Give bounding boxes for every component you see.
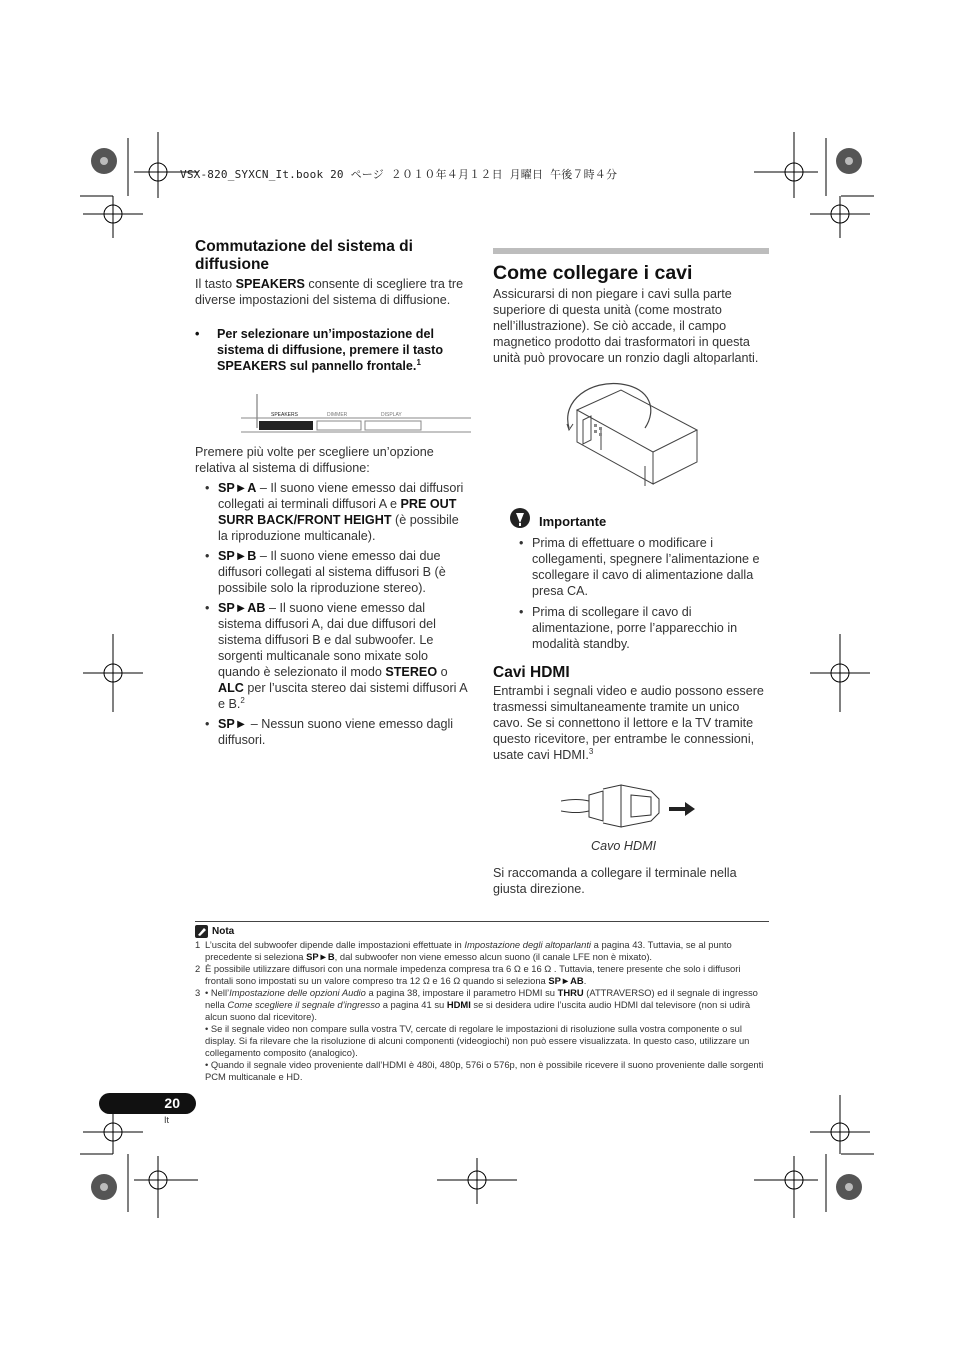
section-heading: Commutazione del sistema di diffusione [195,238,413,273]
speaker-options-list [195,480,470,748]
important-title: Importante [539,514,607,529]
note-title: Nota [212,926,235,937]
important-callout [493,506,769,652]
list-item: • Prima di scollegare il cavo di alimentazione, porre l’apparecchio in modalità standby. [519,605,738,651]
language-code: It [164,1115,170,1125]
speakers-button-label: SPEAKERS [271,412,298,418]
section-title: Come collegare i cavi [493,262,693,284]
hdmi-cable-illustration [561,777,701,837]
hdmi-heading: Cavi HDMI [493,664,570,681]
footnote-3: 3 • Nell’Impostazione delle opzioni Audio a pagina 38, impostare il parametro HDMI su THRU (ATTRAVERSO) ed il segnale di ingresso nella Come scegliere il segnale d’ingresso a pagina 41 su HDMI se si desidera udire l’uscita audio HDMI dal televisore (non si udirà alcun suono dal ricevitore). [195,987,758,1022]
note-heading [195,925,769,938]
footnotes [195,921,769,1083]
repeat-paragraph: Premere più volte per scegliere un’opzione relativa al sistema di diffusione: [195,445,434,475]
intro-paragraph: Il tasto SPEAKERS consente di scegliere tra tre diverse impostazioni del sistema di diffusione. [195,277,464,307]
footnote-3c: • Quando il segnale video proveniente dall’HDMI è 480i, 480p, 576i o 576p, non è possibile ricevere il suono proveniente dalle sorgenti PCM multicanale e HD. [205,1059,764,1082]
list-item: • SP►AB – Il suono viene emesso dal sistema diffusori A, dai due diffusori del sistema diffusori B e dal subwoofer. Le sorgenti multicanale sono mixate solo quando è selezionato il modo STEREO o ALC per l’uscita stereo dai sistemi diffusori A e B.$^2$ [205,601,467,711]
dimmer-button-label: DIMMER [327,412,348,418]
front-panel-illustration [241,394,471,436]
section-top-bar [493,248,769,254]
important-list [509,535,769,652]
display-button-label: DISPLAY [381,412,402,418]
hdmi-direction-paragraph: Si raccomanda a collegare il terminale nella giusta direzione. [493,866,737,896]
note-icon [195,925,208,938]
hdmi-caption: Cavo HDMI [591,839,657,853]
receiver-illustration [561,380,701,490]
footnote-rule [195,921,769,922]
left-column [195,238,470,752]
important-icon [509,507,531,529]
list-item: • SP►B – Il suono viene emesso dai due diffusori collegati al sistema diffusori B (è possibile solo la riproduzione stereo). [205,549,446,595]
page-number: 20 [99,1093,196,1114]
list-item: • SP►A – Il suono viene emesso dai diffusori collegati ai terminali diffusori A e PRE OUT SURR BACK/FRONT HEIGHT (è possibile la riproduzione multicanale). [205,481,464,543]
footnote-1: 1 L’uscita del subwoofer dipende dalle impostazioni effettuate in Impostazione degli altoparlanti a pagina 43. Tuttavia, se al punto precedente si seleziona SP►B, dal subwoofer non viene emesso alcun suono (il canale LFE non è mixato). [195,939,732,962]
footnote-3b: • Se il segnale video non compare sulla vostra TV, cercate di regolare le impostazioni di risoluzione sulla vostra componente o sul display. Si fa rilevare che la risoluzione di alcuni componenti (videogiochi) non può essere visualizzata. In questo caso, utilizzare un collegamento composito (analogico). [205,1023,750,1058]
print-header: VSX-820_SYXCN_It.book 20 ページ ２０１０年４月１２日 月曜日 午後７時４分 [180,168,618,181]
right-column [493,248,769,897]
list-item: • Prima di effettuare o modificare i collegamenti, spegnere l’alimentazione e scollegare il cavo di alimentazione dalla presa CA. [519,536,760,598]
instruction-step: • Per selezionare un’impostazione del sistema di diffusione, premere il tasto SPEAKERS sul pannello frontale.$^1$ [195,327,444,373]
cable-intro-paragraph: Assicurarsi di non piegare i cavi sulla parte superiore di questa unità (come mostrato nell’illustrazione). Se ciò accade, il campo magnetico prodotto dai trasformatori in questa unità può provocare un ronzio dagli altoparlanti. [493,287,759,365]
hdmi-paragraph: Entrambi i segnali video e audio possono essere trasmessi simultaneamente tramite un unico cavo. Se si connettono il lettore e la TV tramite questo ricevitore, per entrambe le connessioni, usate cavi HDMI.$^3$ [493,684,764,762]
list-item: • SP► – Nessun suono viene emesso dagli diffusori. [205,717,454,747]
footnote-2: 2 È possibile utilizzare diffusori con una normale impedenza compresa tra 6 Ω e 16 Ω . Tuttavia, tenere presente che solo i diffusori frontali sono impostati su un valore compreso tra 12 Ω e 16 Ω quando si seleziona SP►AB. [195,963,741,986]
